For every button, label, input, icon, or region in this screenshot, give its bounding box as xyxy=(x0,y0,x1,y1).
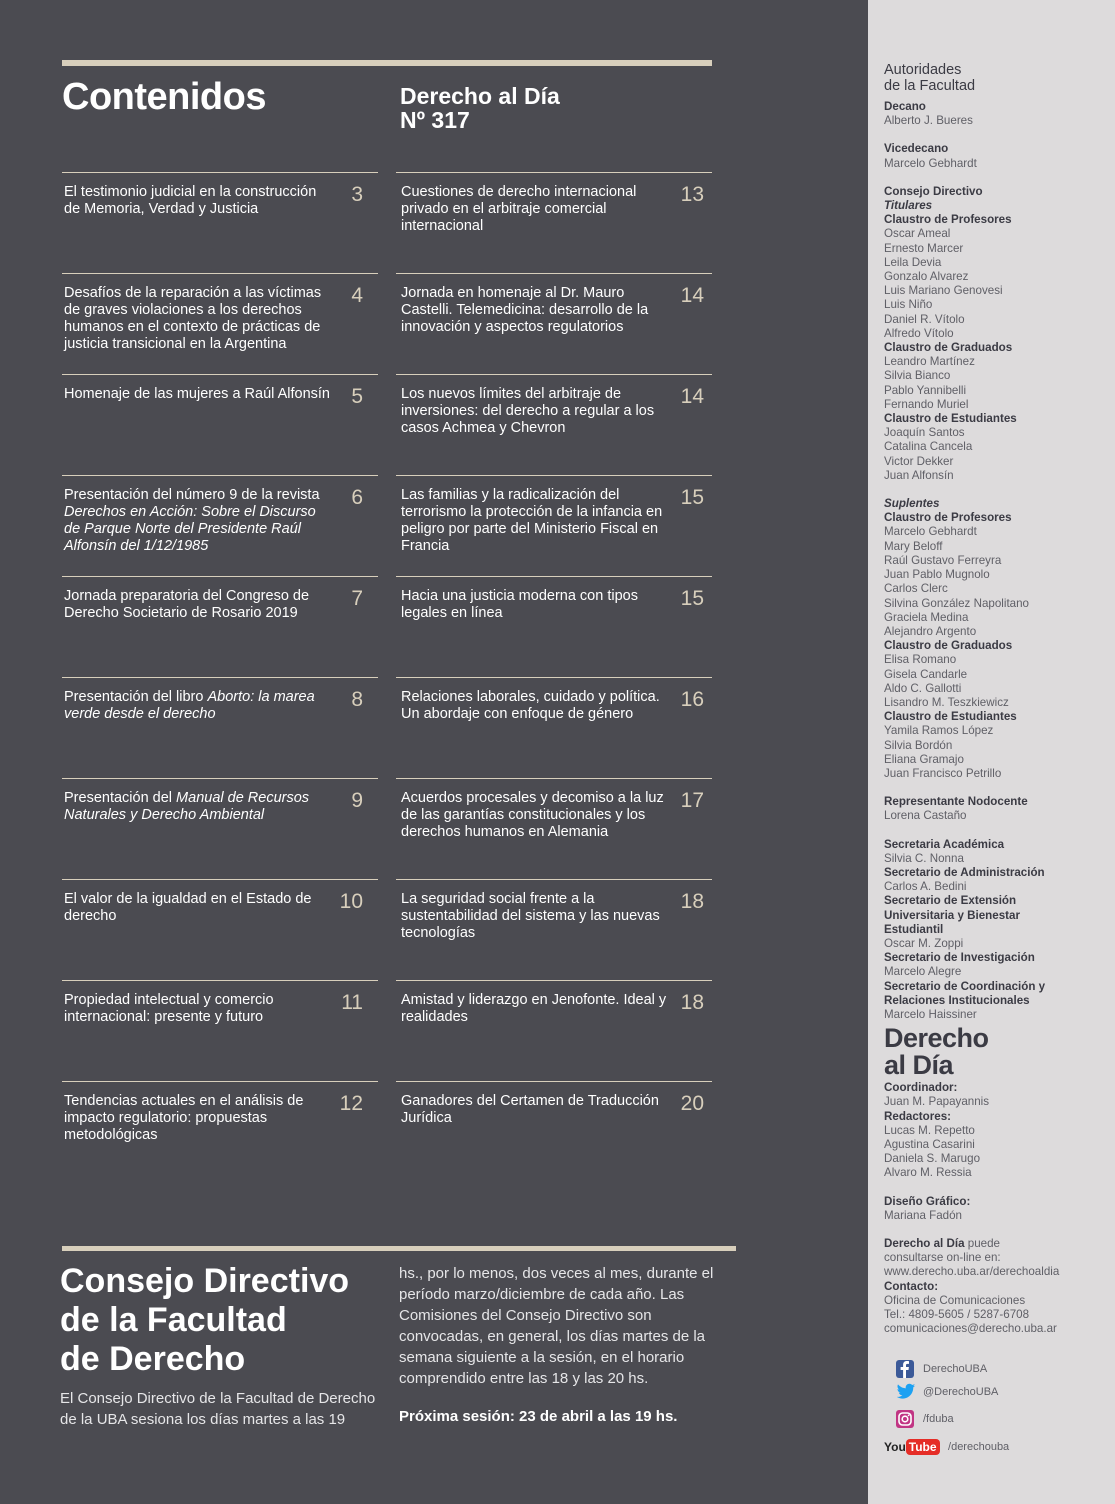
person-name: Daniel R. Vítolo xyxy=(884,312,965,326)
contents-entry[interactable] xyxy=(62,778,378,879)
youtube-link[interactable] xyxy=(884,1438,1009,1456)
role-heading: Claustro de Graduados xyxy=(884,341,1013,355)
twitter-handle: @DerechoUBA xyxy=(923,1386,999,1398)
logo-line1: Derecho xyxy=(884,1023,989,1054)
person-name: Carlos A. Bedini xyxy=(884,880,967,894)
person-name: Pablo Yannibelli xyxy=(884,383,967,397)
role-heading: Suplentes xyxy=(884,497,940,511)
role-heading: Consejo Directivo xyxy=(884,184,983,198)
person-name: Juan M. Papayannis xyxy=(884,1095,990,1109)
person-name: Silvia Bordón xyxy=(884,738,953,752)
instagram-handle: /fduba xyxy=(923,1413,954,1425)
youtube-icon xyxy=(884,1438,940,1456)
contact-email[interactable]: comunicaciones@derecho.uba.ar xyxy=(884,1322,1057,1336)
issue-number: Nº 317 xyxy=(400,107,470,133)
entry-page-number: 13 xyxy=(680,183,704,206)
person-name: Aldo C. Gallotti xyxy=(884,681,962,695)
consejo-title-line3: de Derecho xyxy=(60,1340,246,1378)
role-heading: Secretario de Administración xyxy=(884,865,1045,879)
entry-rule xyxy=(62,980,378,981)
entry-title: Propiedad intelectual y comercio internacional: presente y futuro xyxy=(64,992,274,1025)
entry-title: Jornada preparatoria del Congreso de Derecho Societario de Rosario 2019 xyxy=(64,588,310,621)
instagram-icon xyxy=(896,1410,914,1428)
entry-title: Relaciones laborales, cuidado y política. Un abordaje con enfoque de género xyxy=(401,689,660,722)
entry-rule xyxy=(396,374,712,375)
person-name: Ernesto Marcer xyxy=(884,241,964,255)
person-name: Catalina Cancela xyxy=(884,440,973,454)
person-name: Silvina González Napolitano xyxy=(884,596,1030,610)
online-rest: puede xyxy=(964,1237,1001,1251)
entry-rule xyxy=(396,879,712,880)
entry-rule xyxy=(62,172,378,173)
contents-entry[interactable] xyxy=(62,374,378,475)
entry-rule xyxy=(62,576,378,577)
role-heading: Claustro de Estudiantes xyxy=(884,710,1017,724)
person-name: Daniela S. Marugo xyxy=(884,1152,981,1166)
contact-label: Contacto: xyxy=(884,1279,939,1293)
contents-entry[interactable] xyxy=(396,273,712,374)
contents-entry[interactable] xyxy=(396,980,712,1081)
role-heading: Coordinador: xyxy=(884,1081,958,1095)
consejo-paragraph-1: El Consejo Directivo de la Facultad de Derecho de la UBA sesiona los días martes a las 19 xyxy=(60,1390,376,1428)
entry-title: Los nuevos límites del arbitraje de inversiones: del derecho a regular a los casos Achmea y Chevron xyxy=(401,386,655,436)
role-heading: Representante Nodocente xyxy=(884,795,1028,809)
role-heading: Relaciones Institucionales xyxy=(884,993,1030,1007)
person-name: Oscar Ameal xyxy=(884,227,951,241)
role-heading: Vicedecano xyxy=(884,142,949,156)
role-heading: Titulares xyxy=(884,199,933,213)
authorities-lines xyxy=(884,100,1109,1022)
contact-office: Oficina de Comunicaciones xyxy=(884,1293,1026,1307)
contents-entry[interactable] xyxy=(62,879,378,980)
person-name: Marcelo Alegre xyxy=(884,965,962,979)
entry-title: Amistad y liderazgo en Jenofonte. Ideal y realidades xyxy=(401,992,667,1025)
authorities-title-line1: Autoridades xyxy=(884,62,962,78)
person-name: Silvia C. Nonna xyxy=(884,851,964,865)
entry-title: Presentación del Manual de Recursos Naturales y Derecho Ambiental xyxy=(64,790,310,823)
consejo-title xyxy=(60,1262,390,1379)
contents-entry[interactable] xyxy=(396,475,712,576)
person-name: Luis Niño xyxy=(884,298,933,312)
person-name: Alejandro Argento xyxy=(884,624,977,638)
role-heading: Claustro de Profesores xyxy=(884,511,1012,525)
entry-rule xyxy=(396,980,712,981)
consejo-title-line1: Consejo Directivo xyxy=(60,1262,350,1300)
person-name: Lisandro M. Teszkiewicz xyxy=(884,695,1009,709)
person-name: Alberto J. Bueres xyxy=(884,114,973,128)
entry-page-number: 15 xyxy=(680,486,704,509)
entry-page-number: 17 xyxy=(680,789,704,812)
authorities-list xyxy=(884,62,1109,1336)
person-name: Mariana Fadón xyxy=(884,1208,962,1222)
entry-title: La seguridad social frente a la sustentabilidad del sistema y las nuevas tecnologías xyxy=(401,891,660,941)
entry-page-number: 9 xyxy=(351,789,363,812)
facebook-handle: DerechoUBA xyxy=(923,1363,988,1375)
entry-title: Tendencias actuales en el análisis de impacto regulatorio: propuestas metodológicas xyxy=(64,1093,304,1143)
person-name: Marcelo Gebhardt xyxy=(884,525,977,539)
person-name: Yamila Ramos López xyxy=(884,724,994,738)
contents-entry[interactable] xyxy=(396,1081,712,1182)
entry-page-number: 8 xyxy=(351,688,363,711)
sidebar-panel xyxy=(868,0,1115,1504)
spacer xyxy=(884,483,1109,497)
spacer xyxy=(884,781,1109,795)
contents-entry[interactable] xyxy=(62,273,378,374)
entry-title: Desafíos de la reparación a las víctimas de graves violaciones a los derechos humanos en el contexto de prácticas de justicia transicional en la Argentina xyxy=(64,285,322,352)
consejo-paragraph-2: hs., por lo menos, dos veces al mes, durante el período marzo/diciembre de cada año. Las Comisiones del Consejo Directivo son convocadas, en general, los días martes de la semana siguiente a la sesión, en el horario comprendido entre las 18 y las 20 hs. xyxy=(399,1265,714,1387)
person-name: Lucas M. Repetto xyxy=(884,1123,975,1137)
staff-lines xyxy=(884,1081,1109,1237)
consejo-title-line2: de la Facultad xyxy=(60,1301,287,1339)
contents-entry[interactable] xyxy=(62,980,378,1081)
entry-page-number: 4 xyxy=(351,284,363,307)
contents-entry[interactable] xyxy=(396,576,712,677)
entry-page-number: 16 xyxy=(680,688,704,711)
entry-page-number: 7 xyxy=(351,587,363,610)
role-heading: Claustro de Estudiantes xyxy=(884,412,1017,426)
youtube-handle: /derechouba xyxy=(948,1441,1010,1453)
entry-title: El valor de la igualdad en el Estado de derecho xyxy=(64,891,312,924)
entry-page-number: 20 xyxy=(680,1092,704,1115)
spacer xyxy=(884,171,1109,185)
person-name: Silvia Bianco xyxy=(884,369,951,383)
person-name: Eliana Gramajo xyxy=(884,752,964,766)
entry-page-number: 3 xyxy=(351,183,363,206)
entry-rule xyxy=(62,374,378,375)
role-heading: Redactores: xyxy=(884,1109,952,1123)
role-heading: Estudiantil xyxy=(884,922,944,936)
issue-name: Derecho al Día xyxy=(400,83,560,109)
role-heading: Claustro de Profesores xyxy=(884,213,1012,227)
entry-rule xyxy=(62,273,378,274)
person-name: Alfredo Vítolo xyxy=(884,326,954,340)
entry-rule xyxy=(62,1081,378,1082)
page-title: Contenidos xyxy=(62,76,266,118)
person-name: Oscar M. Zoppi xyxy=(884,936,964,950)
person-name: Lorena Castaño xyxy=(884,809,967,823)
person-name: Leila Devia xyxy=(884,255,942,269)
person-name: Raúl Gustavo Ferreyra xyxy=(884,553,1002,567)
entry-page-number: 18 xyxy=(680,991,704,1014)
entry-rule xyxy=(62,475,378,476)
contact-phone: Tel.: 4809-5605 / 5287-6708 xyxy=(884,1308,1030,1322)
spacer xyxy=(884,824,1109,838)
role-heading: Universitaria y Bienestar xyxy=(884,908,1020,922)
role-heading: Claustro de Graduados xyxy=(884,639,1013,653)
entry-rule xyxy=(396,172,712,173)
entry-page-number: 15 xyxy=(680,587,704,610)
entry-page-number: 11 xyxy=(341,991,363,1014)
issue-heading xyxy=(400,84,560,132)
entry-page-number: 18 xyxy=(680,890,704,913)
person-name: Elisa Romano xyxy=(884,653,957,667)
person-name: Alvaro M. Ressia xyxy=(884,1166,972,1180)
contents-entry[interactable] xyxy=(62,172,378,273)
contents-entry[interactable] xyxy=(396,879,712,980)
person-name: Graciela Medina xyxy=(884,610,969,624)
entry-page-number: 14 xyxy=(680,385,704,408)
twitter-icon xyxy=(896,1383,914,1401)
facebook-icon xyxy=(896,1360,914,1378)
entry-page-number: 5 xyxy=(351,385,363,408)
person-name: Marcelo Haissiner xyxy=(884,1007,977,1021)
youtube-logo-tube: Tube xyxy=(906,1439,940,1455)
entry-title: Hacia una justicia moderna con tipos legales en línea xyxy=(401,588,638,621)
spacer xyxy=(884,1223,1109,1237)
contents-entry[interactable] xyxy=(396,778,712,879)
spacer xyxy=(884,1181,1109,1195)
role-heading: Secretaria Académica xyxy=(884,837,1005,851)
entry-rule xyxy=(396,475,712,476)
contents-column-right xyxy=(396,172,712,1182)
role-heading: Decano xyxy=(884,100,926,113)
person-name: Luis Mariano Genovesi xyxy=(884,284,1003,298)
person-name: Juan Alfonsín xyxy=(884,468,954,482)
online-bold: Derecho al Día xyxy=(884,1237,965,1251)
website-link[interactable]: www.derecho.uba.ar/derechoaldia xyxy=(884,1265,1060,1279)
entry-title: Presentación del número 9 de la revista Derechos en Acción: Sobre el Discurso de Parque Norte del Presidente Raúl Alfonsín del 1/12/1985 xyxy=(64,487,320,554)
contents-entry[interactable] xyxy=(62,1081,378,1182)
online-line: consultarse on-line en: xyxy=(884,1251,1001,1265)
person-name: Gisela Candarle xyxy=(884,667,968,681)
person-name: Juan Pablo Mugnolo xyxy=(884,568,990,582)
entry-title: Cuestiones de derecho internacional privado en el arbitraje comercial internacional xyxy=(401,184,637,234)
entry-rule xyxy=(62,677,378,678)
spacer xyxy=(884,128,1109,142)
role-heading: Secretario de Investigación xyxy=(884,951,1035,965)
person-name: Juan Francisco Petrillo xyxy=(884,766,1002,780)
bottom-rule xyxy=(62,1246,736,1251)
entry-title: Jornada en homenaje al Dr. Mauro Castelli. Telemedicina: desarrollo de la innovación y aspectos regulatorios xyxy=(401,285,649,335)
entry-rule xyxy=(396,576,712,577)
derecho-al-dia-logo xyxy=(884,1025,1109,1079)
entry-page-number: 10 xyxy=(339,890,363,913)
person-name: Gonzalo Alvarez xyxy=(884,270,969,284)
contents-column-left xyxy=(62,172,378,1182)
entry-title: Acuerdos procesales y decomiso a la luz de las garantías constitucionales y los derechos humanos en Alemania xyxy=(401,790,664,840)
contents-entry[interactable] xyxy=(62,576,378,677)
entry-page-number: 14 xyxy=(680,284,704,307)
entry-title: Ganadores del Certamen de Traducción Jurídica xyxy=(401,1093,659,1126)
person-name: Joaquín Santos xyxy=(884,426,965,440)
entry-title: El testimonio judicial en la construcción de Memoria, Verdad y Justicia xyxy=(64,184,317,217)
contents-entry[interactable] xyxy=(396,172,712,273)
entry-title: Presentación del libro Aborto: la marea verde desde el derecho xyxy=(64,689,315,722)
entry-title: Homenaje de las mujeres a Raúl Alfonsín xyxy=(64,386,330,402)
entry-rule xyxy=(62,879,378,880)
entry-rule xyxy=(396,1081,712,1082)
entry-title: Las familias y la radicalización del terrorismo la protección de la infancia en peligro por parte del Ministerio Fiscal en Francia xyxy=(401,487,663,554)
entry-rule xyxy=(396,273,712,274)
person-name: Marcelo Gebhardt xyxy=(884,156,977,170)
online-note xyxy=(884,1237,1109,1251)
contents-entry[interactable] xyxy=(62,677,378,778)
authorities-title-line2: de la Facultad xyxy=(884,78,976,94)
person-name: Carlos Clerc xyxy=(884,582,948,596)
next-session: Próxima sesión: 23 de abril a las 19 hs. xyxy=(399,1408,678,1425)
contents-entry[interactable] xyxy=(62,475,378,576)
top-rule xyxy=(62,60,712,66)
contents-entry[interactable] xyxy=(396,677,712,778)
role-heading: Secretario de Extensión xyxy=(884,894,1017,908)
person-name: Victor Dekker xyxy=(884,454,954,468)
entry-rule xyxy=(396,677,712,678)
entry-rule xyxy=(62,778,378,779)
person-name: Leandro Martínez xyxy=(884,355,975,369)
youtube-logo-you: You xyxy=(884,1440,906,1454)
contents-entry[interactable] xyxy=(396,374,712,475)
entry-page-number: 6 xyxy=(351,486,363,509)
person-name: Mary Beloff xyxy=(884,539,943,553)
person-name: Fernando Muriel xyxy=(884,397,969,411)
person-name: Agustina Casarini xyxy=(884,1138,975,1151)
entry-page-number: 12 xyxy=(339,1092,363,1115)
authorities-title xyxy=(884,62,1109,94)
role-heading: Secretario de Coordinación y xyxy=(884,979,1046,993)
logo-line2: al Día xyxy=(884,1050,954,1081)
role-heading: Diseño Gráfico: xyxy=(884,1194,971,1208)
entry-rule xyxy=(396,778,712,779)
